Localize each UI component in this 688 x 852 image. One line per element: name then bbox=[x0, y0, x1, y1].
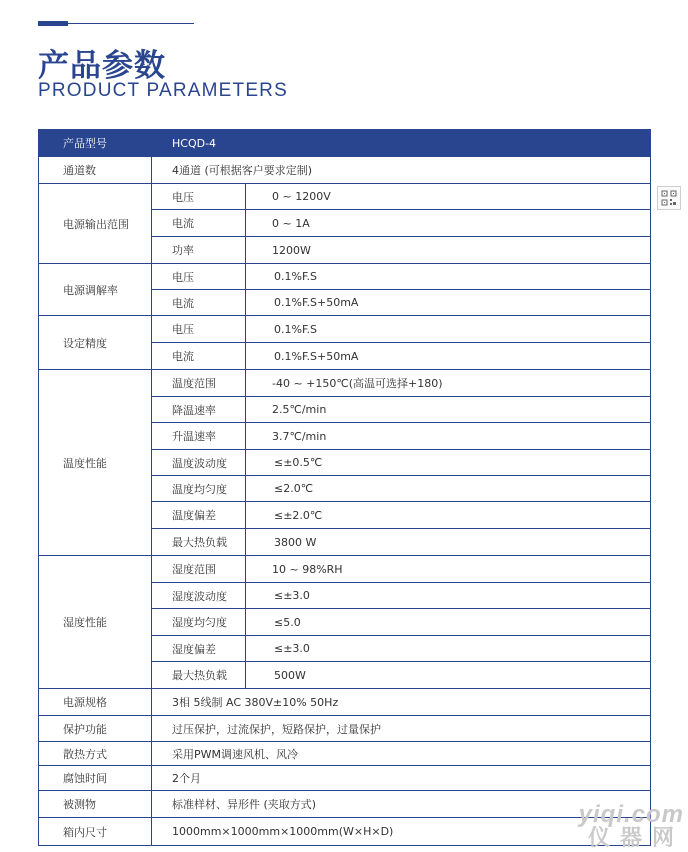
sub-label: 电压 bbox=[152, 184, 246, 210]
row-label: 腐蚀时间 bbox=[39, 766, 152, 791]
table-row bbox=[39, 264, 651, 290]
sub-value: ≤±2.0℃ bbox=[246, 502, 651, 529]
sub-label: 温度波动度 bbox=[152, 450, 246, 476]
model-value: HCQD-4 bbox=[152, 130, 651, 157]
table-row bbox=[39, 184, 651, 210]
row-value: 1000mm×1000mm×1000mm(W×H×D) bbox=[152, 818, 651, 846]
row-value: 过压保护，过流保护，短路保护，过量保护 bbox=[152, 716, 651, 742]
sub-value: ≤±0.5℃ bbox=[246, 450, 651, 476]
sub-value: ≤±3.0 bbox=[246, 636, 651, 662]
sub-value: 0.1%F.S+50mA bbox=[246, 290, 651, 316]
table-header-row bbox=[39, 130, 651, 157]
sub-label: 电压 bbox=[152, 264, 246, 290]
watermark-cn: 仪器网 bbox=[587, 826, 684, 851]
sub-value: 0.1%F.S bbox=[246, 316, 651, 343]
row-label: 通道数 bbox=[39, 157, 152, 184]
sub-value: ≤5.0 bbox=[246, 609, 651, 636]
table-row bbox=[39, 791, 651, 818]
group-label: 温度性能 bbox=[39, 370, 152, 556]
title-accent-line bbox=[68, 23, 194, 24]
title-accent-bar bbox=[38, 21, 68, 26]
sub-value: 0 ~ 1A bbox=[246, 210, 651, 237]
sub-label: 湿度偏差 bbox=[152, 636, 246, 662]
qr-code-glyph bbox=[661, 190, 677, 206]
sub-value: 3800 W bbox=[246, 529, 651, 556]
sub-value: 0.1%F.S bbox=[246, 264, 651, 290]
sub-label: 湿度波动度 bbox=[152, 583, 246, 609]
sub-label: 电压 bbox=[152, 316, 246, 343]
sub-value: 2.5℃/min bbox=[246, 397, 651, 423]
sub-value: 0 ~ 1200V bbox=[246, 184, 651, 210]
sub-value: 10 ~ 98%RH bbox=[246, 556, 651, 583]
row-label: 保护功能 bbox=[39, 716, 152, 742]
table-row bbox=[39, 370, 651, 397]
table-row bbox=[39, 316, 651, 343]
watermark bbox=[579, 803, 684, 851]
sub-value: 1200W bbox=[246, 237, 651, 264]
sub-value: -40 ~ +150℃(高温可选择+180) bbox=[246, 370, 651, 397]
parameters-table bbox=[38, 129, 651, 846]
page-title-en: PRODUCT PARAMETERS bbox=[38, 80, 288, 101]
sub-value: 0.1%F.S+50mA bbox=[246, 343, 651, 370]
group-label: 电源调解率 bbox=[39, 264, 152, 316]
row-value: 标准样材、异形件 (夹取方式) bbox=[152, 791, 651, 818]
table-row bbox=[39, 716, 651, 742]
table-row bbox=[39, 157, 651, 184]
row-label: 散热方式 bbox=[39, 742, 152, 766]
table-row bbox=[39, 742, 651, 766]
row-label: 箱内尺寸 bbox=[39, 818, 152, 846]
sub-label: 电流 bbox=[152, 343, 246, 370]
row-value: 3相 5线制 AC 380V±10% 50Hz bbox=[152, 689, 651, 716]
table-row bbox=[39, 689, 651, 716]
sub-value: 500W bbox=[246, 662, 651, 689]
table-row bbox=[39, 556, 651, 583]
row-label: 电源规格 bbox=[39, 689, 152, 716]
sub-label: 升温速率 bbox=[152, 423, 246, 450]
qr-code-icon[interactable] bbox=[657, 186, 681, 210]
sub-label: 功率 bbox=[152, 237, 246, 264]
sub-value: 3.7℃/min bbox=[246, 423, 651, 450]
sub-label: 电流 bbox=[152, 210, 246, 237]
row-value: 4通道 (可根据客户要求定制) bbox=[152, 157, 651, 184]
row-value: 采用PWM调速风机、风冷 bbox=[152, 742, 651, 766]
sub-label: 湿度均匀度 bbox=[152, 609, 246, 636]
table-row bbox=[39, 818, 651, 846]
model-label: 产品型号 bbox=[39, 130, 152, 157]
sub-label: 电流 bbox=[152, 290, 246, 316]
sub-label: 最大热负载 bbox=[152, 529, 246, 556]
sub-label: 最大热负载 bbox=[152, 662, 246, 689]
group-label: 设定精度 bbox=[39, 316, 152, 370]
sub-label: 温度范围 bbox=[152, 370, 246, 397]
page-title-cn: 产品参数 bbox=[38, 48, 166, 84]
sub-label: 温度均匀度 bbox=[152, 476, 246, 502]
sub-label: 温度偏差 bbox=[152, 502, 246, 529]
watermark-en: yiqi.com bbox=[578, 801, 684, 828]
sub-value: ≤±3.0 bbox=[246, 583, 651, 609]
group-label: 电源输出范围 bbox=[39, 184, 152, 264]
row-label: 被测物 bbox=[39, 791, 152, 818]
table-row bbox=[39, 766, 651, 791]
row-value: 2个月 bbox=[152, 766, 651, 791]
group-label: 湿度性能 bbox=[39, 556, 152, 689]
sub-label: 湿度范围 bbox=[152, 556, 246, 583]
sub-label: 降温速率 bbox=[152, 397, 246, 423]
sub-value: ≤2.0℃ bbox=[246, 476, 651, 502]
